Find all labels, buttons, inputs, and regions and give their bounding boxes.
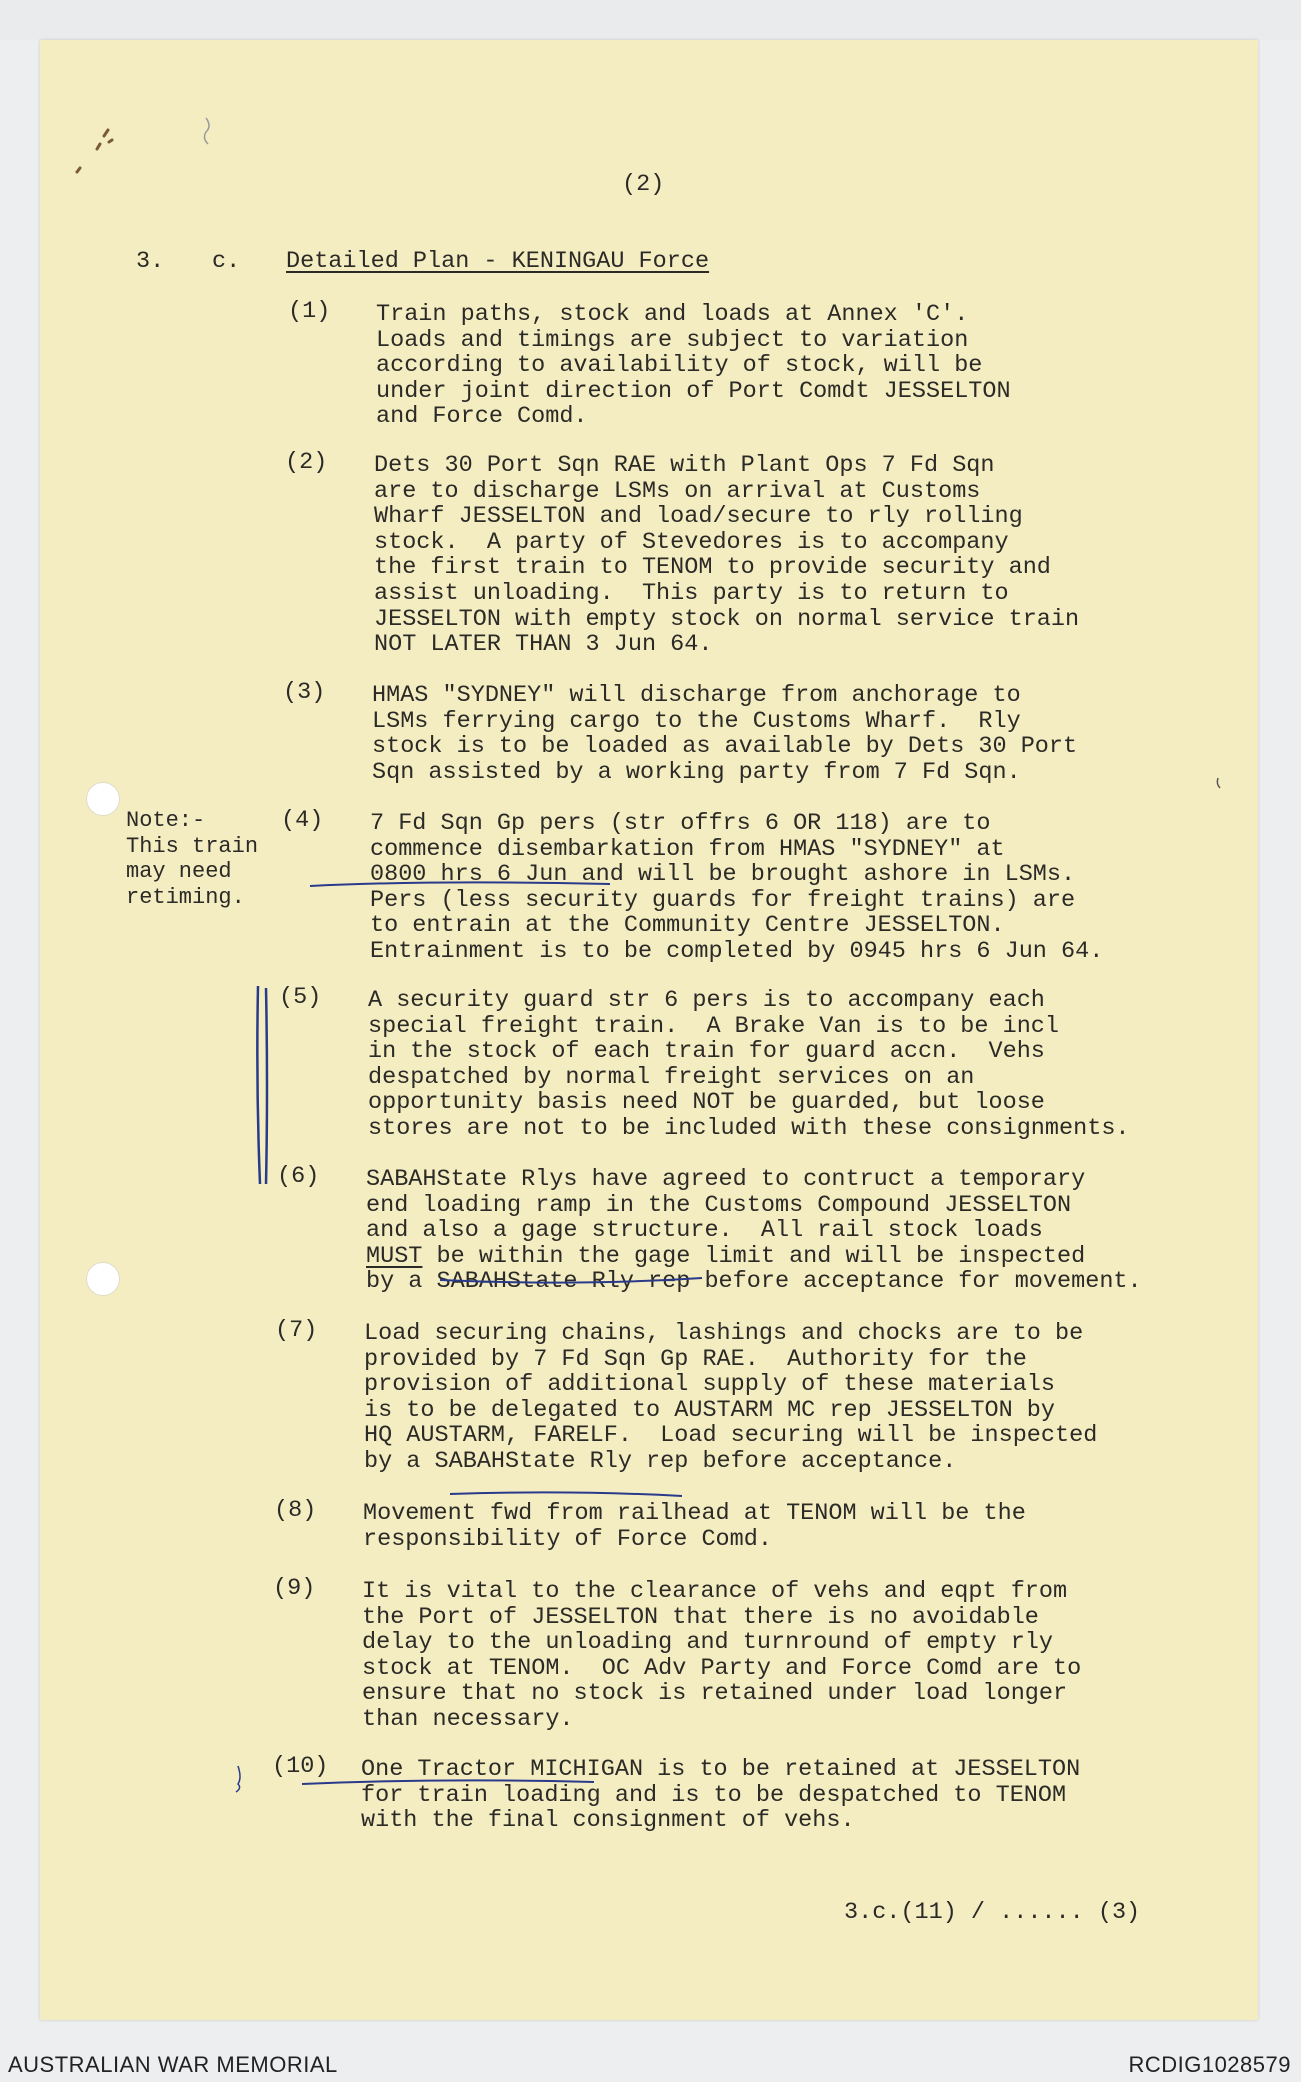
- para-text: SABAHState Rlys have agreed to contruct a temporary end loading ramp in the Customs Compound JESSELTON and also a gage structure. All rail stock loads MUST be within the gage limit and will be inspected by a SABAHState Rly rep before acceptance for movement.: [366, 1166, 1142, 1296]
- para-number: (10): [272, 1753, 329, 1780]
- section-heading: Detailed Plan - KENINGAU Force: [286, 248, 710, 275]
- para-text: Movement fwd from railhead at TENOM will be the responsibility of Force Comd.: [363, 1500, 1026, 1553]
- pen-annotations: [40, 40, 1258, 2020]
- page-number: (2): [622, 171, 665, 198]
- para-text: HMAS "SYDNEY" will discharge from anchorage to LSMs ferrying cargo to the Customs Wharf. Rly stock is to be loaded as available by Dets 30 Port Sqn assisted by a working party from 7 Fd Sqn.: [372, 682, 1078, 786]
- subsection-letter: c.: [212, 248, 241, 275]
- para-number: (9): [273, 1575, 316, 1602]
- para-number: (6): [277, 1163, 320, 1190]
- footer-id: RCDIG1028579: [1128, 2052, 1291, 2077]
- document-page: [40, 40, 1258, 2020]
- margin-note: Note:- This train may need retiming.: [126, 808, 259, 910]
- scan-background: [0, 0, 1301, 40]
- para-number: (5): [279, 984, 322, 1011]
- para-text: Load securing chains, lashings and chocks are to be provided by 7 Fd Sqn Gp RAE. Authority for the provision of additional supply of these materials is to be delegated to AUSTARM MC rep JESSELTON by HQ AUSTARM, FARELF. Load securing will be inspected by a SABAHState Rly rep before acceptance.: [364, 1320, 1098, 1475]
- para-text: It is vital to the clearance of vehs and eqpt from the Port of JESSELTON that there is no avoidable delay to the unloading and turnround of empty rly stock at TENOM. OC Adv Party and Force Comd are to ensure that no stock is retained under load longer than necessary.: [362, 1578, 1082, 1733]
- must-emphasis: MUST: [366, 1242, 423, 1270]
- para-text: Train paths, stock and loads at Annex 'C'. Loads and timings are subject to variation according to availability of stock, will be under joint direction of Port Comdt JESSELTON and Force Comd.: [376, 301, 1011, 431]
- para-number: (1): [288, 298, 331, 325]
- para-text: Dets 30 Port Sqn RAE with Plant Ops 7 Fd Sqn are to discharge LSMs on arrival at Customs Wharf JESSELTON and load/secure to rly rolling stock. A party of Stevedores is to accompany the first train to TENOM to provide security and assist unloading. This party is to return to JESSELTON with empty stock on normal service train NOT LATER THAN 3 Jun 64.: [374, 452, 1080, 659]
- para-text: One Tractor MICHIGAN is to be retained at JESSELTON for train loading and is to be despatched to TENOM with the final consignment of vehs.: [361, 1756, 1081, 1835]
- footer-source: AUSTRALIAN WAR MEMORIAL: [8, 2052, 338, 2077]
- para-number: (4): [281, 807, 324, 834]
- para-number: (3): [283, 679, 326, 706]
- para-text: 7 Fd Sqn Gp pers (str offrs 6 OR 118) are to commence disembarkation from HMAS "SYDNEY" at 0800 hrs 6 Jun and will be brought ashore in LSMs. Pers (less security guards for freight trains) are to entrain at the Community Centre JESSELTON. Entrainment is to be completed by 0945 hrs 6 Jun 64.: [370, 810, 1104, 965]
- para-text: A security guard str 6 pers is to accompany each special freight train. A Brake Van is to be incl in the stock of each train for guard accn. Vehs despatched by normal freight services on an opportunity basis need NOT be guarded, but loose stores are not to be included with these consignments.: [368, 987, 1130, 1142]
- para-number: (7): [275, 1317, 318, 1344]
- section-number: 3.: [136, 248, 165, 275]
- para-number: (8): [274, 1497, 317, 1524]
- continuation-reference: 3.c.(11) / ...... (3): [844, 1899, 1141, 1926]
- para-number: (2): [285, 449, 328, 476]
